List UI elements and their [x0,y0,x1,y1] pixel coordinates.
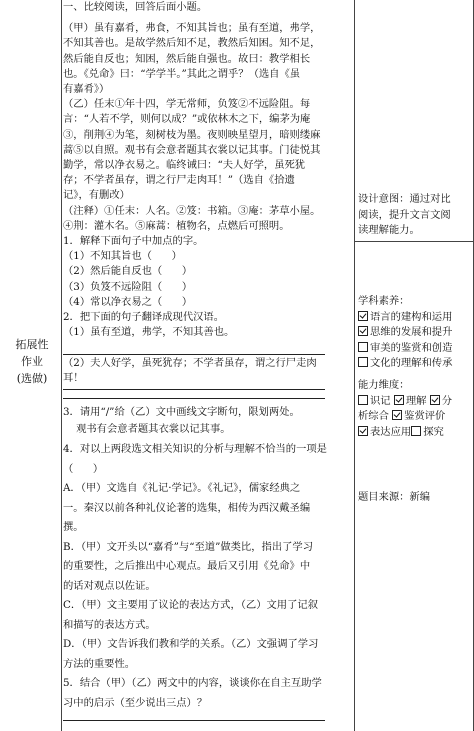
checkbox-icon[interactable] [392,410,402,420]
answer-line [63,389,325,390]
reading-passage [63,0,353,340]
ability-line [358,409,473,425]
text-line: ④荆：灌木名。⑤麻蒿：植物名，点燃后可照明。 [63,219,290,232]
ability-line [358,394,473,410]
text-line: 的话对观点以佐证。 [63,579,156,592]
text-line: 不知其善也。是故学然后知不足，教然后知困。知不足， [63,37,321,50]
literacy-item[interactable] [358,310,473,326]
column-divider-right [354,0,355,731]
text-line: 蒿⑤以自照。观书有会意者题其衣裳以记其事。门徒悦其 [63,143,321,156]
checkbox-icon[interactable] [394,395,404,405]
right-divider [355,241,474,242]
answer-line [63,720,325,721]
literacy-item[interactable] [358,356,473,372]
text-line: 4．对以上两段选文相关知识的分析与理解不恰当的一项是 [63,443,327,455]
checkbox-icon[interactable] [358,357,368,367]
checkbox-icon[interactable] [358,426,368,436]
text-line: 2．把下面的句子翻译成现代汉语。 [63,311,225,324]
checkbox-icon[interactable] [358,311,368,321]
ability-label: 探究 [423,425,444,438]
text-line: 1．解释下面句子中加点的字。 [63,235,204,248]
ability-label: 表达应用 [370,425,412,438]
text-line: 也。《兑命》曰：“学学半。”其此之谓乎？（选自《虽 [63,67,301,80]
ability-label: 鉴赏评价 [404,410,446,422]
ability-label: 理解 [405,394,427,407]
question-4 [63,440,353,713]
text-line: （注释）①任末：人名。②笈：书箱。③庵：茅草小屋。 [63,204,321,217]
checkbox-icon[interactable] [358,342,368,352]
text-line: 一、比较阅读，回答后面小题。 [63,1,208,13]
text-line: 有嘉肴》） [63,83,110,96]
text-line: B．（甲）文开头以“嘉肴”与“至道”做类比，指出了学习 [63,540,314,553]
ability-section [358,378,473,440]
item-label: 审美的鉴赏和创造 [370,341,453,354]
text-line: （ ） [63,462,104,475]
question-3 [63,405,353,437]
text-line: 读理解能力。 [358,224,420,236]
checkbox-icon[interactable] [430,395,440,405]
literacy-item[interactable] [358,325,473,341]
answer-line [63,398,325,399]
text-line: C．（甲）文主要用了议论的表达方式，（乙）文用了记叙 [63,599,318,611]
design-intent [358,192,473,239]
text-line: 一。秦汉以前各种礼仪论著的选集，相传为西汉戴圣编 [63,501,311,514]
text-line: D．（甲）文告诉我们教和学的关系。（乙）文强调了学习 [63,638,319,650]
text-line: 观书有会意者题其衣裳以记其事。 [63,423,231,436]
source-text: 题目来源：新编 [358,491,431,503]
text-line: （2）夫人好学，虽死犹存；不学者虽存，谓之行尸走肉 [63,357,317,369]
item-label: 文化的理解和传承 [370,357,453,369]
text-line: 设计意图：通过对比 [358,193,451,205]
text-line: 言：“人若不学，则何以成？”或依林木之下，编茅为庵 [63,113,311,126]
label-line: 作业 [21,355,43,368]
text-line: 方法的重要性。 [63,657,136,670]
ability-title: 能力维度： [358,379,410,391]
ability-label: 识记 [370,394,391,407]
text-line: 5．结合（甲）（乙）两文中的内容，谈谈你在自主互助学 [63,677,322,689]
text-line: （2）然后能自反也（ ） [63,265,193,278]
text-line: 3．请用“/”给（乙）文中画线文字断句，限划两处。 [63,406,300,418]
text-line: 记》，有删改） [63,189,130,202]
text-line: 阅读，提升文言文阅 [358,208,451,221]
left-label [2,336,62,387]
text-line: 然后能自反也；知困，然后能自强也。故曰：教学相长 [63,52,311,65]
text-line: （1）虽有至道，弗学，不知其善也。 [63,326,235,339]
ability-label: 析综合 [358,410,389,422]
text-line: ③，削荆④为笔，刻树枝为墨。夜则映星望月，暗则缕麻 [63,128,321,141]
text-line: A．（甲）文选自《礼记·学记》。《礼记》，儒家经典之 [63,482,301,494]
text-line: 勤学，常以净衣易之。临终诫曰：“夫人好学，虽死犹 [63,159,306,172]
text-line: （3）负笈不远险阻（ ） [63,280,193,293]
checkbox-icon[interactable] [411,426,421,436]
label-line: (选做) [16,372,48,385]
checkbox-icon[interactable] [358,326,368,336]
ability-label: 分 [441,394,453,407]
text-line: 耳！ [63,372,84,385]
text-line: （1）不知其旨也（ ） [63,250,182,263]
text-line: （乙）任末①年十四，学无常师，负笈②不远险阻。每 [63,98,311,111]
answer-line [63,354,325,355]
text-line: （甲）虽有嘉肴，弗食，不知其旨也；虽有至道，弗学， [63,22,321,35]
text-line: 和描写的表达方式。 [63,618,156,631]
text-line: 存；不学者虽存，谓之行尸走肉耳！”（选自《拾遗 [63,174,295,187]
ability-line [358,425,473,441]
literacy-item[interactable] [358,341,473,357]
text-line: （4）常以净衣易之（ ） [63,295,193,308]
literacy-section [358,294,473,372]
item-label: 语言的建构和运用 [370,310,453,323]
text-line: 撰。 [63,521,84,533]
checkbox-icon[interactable] [358,395,368,405]
question-2-2 [63,356,353,386]
text-line: 的重要性，之后推出中心观点。最后又引用《兑命》中 [63,560,311,572]
source [358,490,473,506]
text-line: 习中的启示（至少说出三点）？ [63,696,208,709]
item-label: 思维的发展和提升 [370,326,453,338]
label-line: 拓展性 [15,338,49,351]
literacy-title: 学科素养： [358,295,410,307]
